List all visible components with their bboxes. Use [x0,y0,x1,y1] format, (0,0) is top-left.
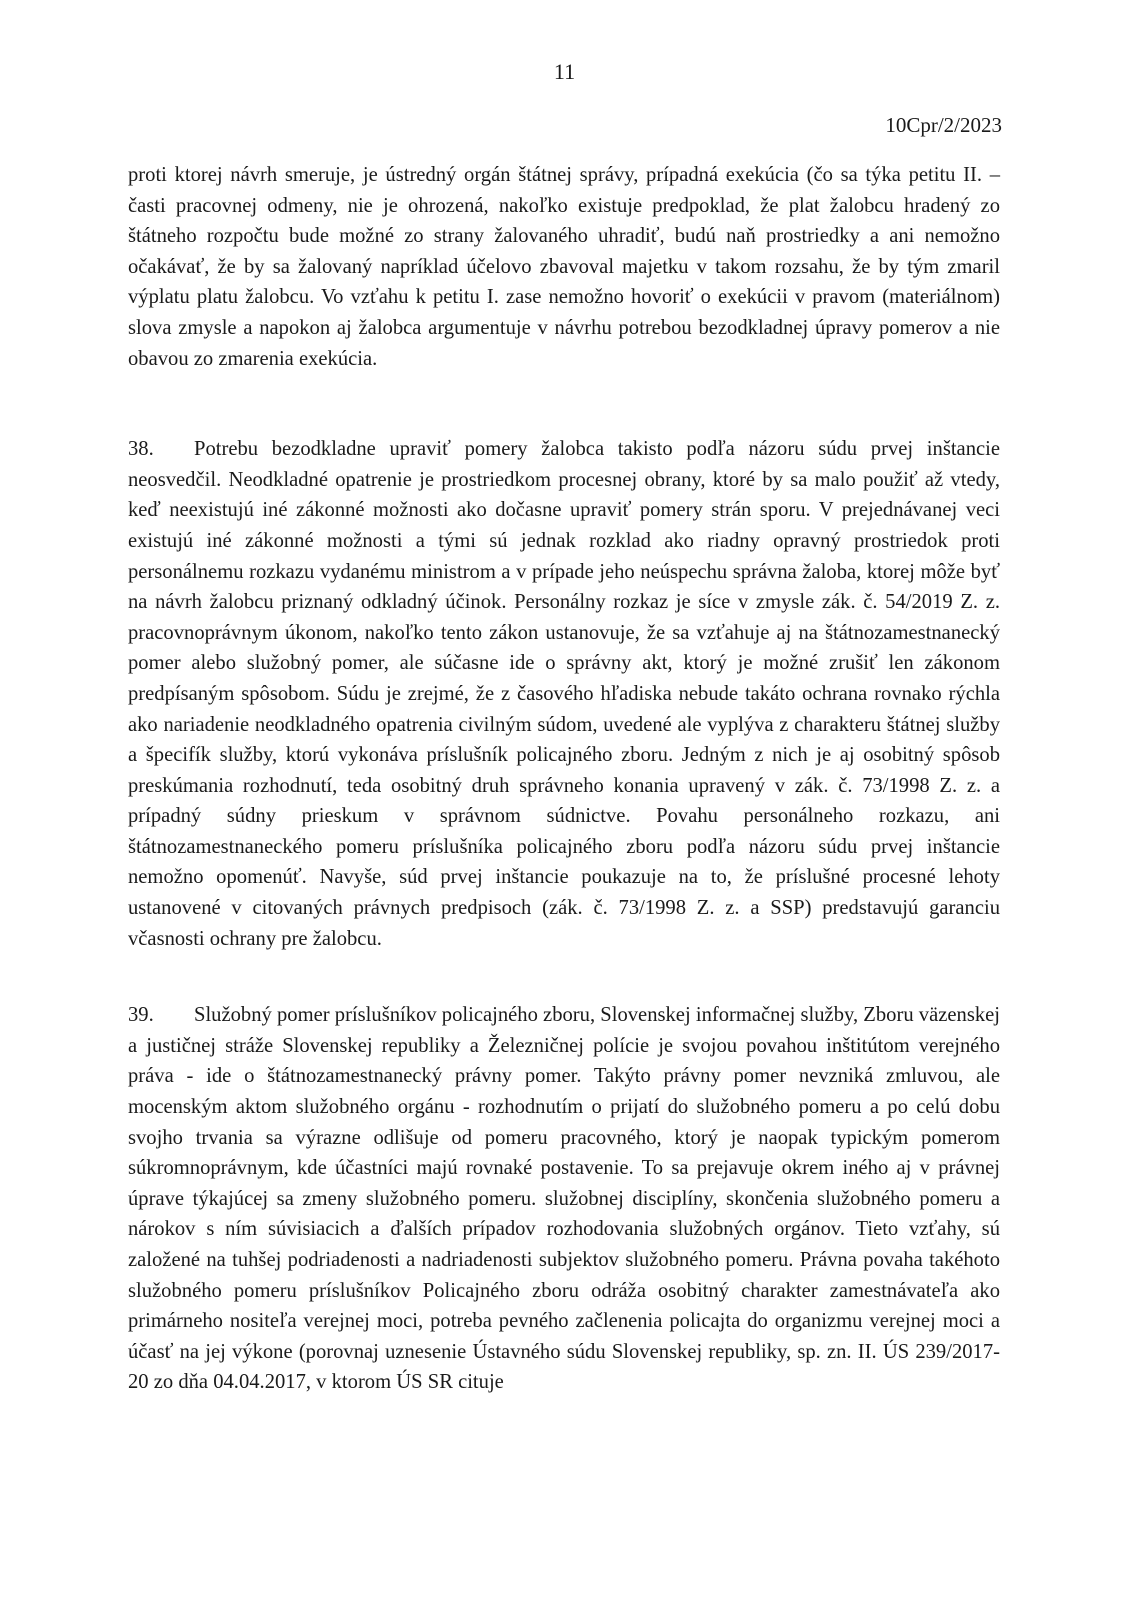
case-number: 10Cpr/2/2023 [885,113,1002,137]
paragraph-continuation [128,160,1000,374]
paragraph-38 [128,434,1000,954]
paragraph-text: Služobný pomer príslušníkov policajného zboru, Slovenskej informačnej služby, Zboru väzenskej a justičnej stráže Slovenskej republiky a Železničnej polície je svojou povahou inštitútom verejného práva - ide o štátnozamestnanecký právny pomer. Takýto právny pomer nevzniká zmluvou, ale mocenským aktom služobného orgánu - rozhodnutím o prijatí do služobného pomeru a po celú dobu svojho trvania sa výrazne odlišuje od pomeru pracovného, ktorý je naopak typickým pomerom súkromnoprávnym, kde účastníci majú rovnaké postavenie. To sa prejavuje okrem iného aj v právnej úprave týkajúcej sa zmeny služobného pomeru. služobnej disciplíny, skončenia služobného pomeru a nárokov s ním súvisiacich a ďalších prípadov rozhodovania služobných orgánov. Tieto vzťahy, sú založené na tuhšej podriadenosti a nadriadenosti subjektov služobného pomeru. Právna povaha takéhoto služobného pomeru príslušníkov Policajného zboru odráža osobitný charakter zamestnávateľa ako primárneho nositeľa verejnej moci, potreba pevného začlenenia policajta do organizmu verejnej moci a účasť na jej výkone (porovnaj uznesenie Ústavného súdu Slovenskej republiky, sp. zn. II. ÚS 239/2017-20 zo dňa 04.04.2017, v ktorom ÚS SR cituje [128,1004,1000,1394]
paragraph-number: 39. [128,1004,154,1027]
paragraph-text: proti ktorej návrh smeruje, je ústredný orgán štátnej správy, prípadná exekúcia (čo sa týka petitu II. – časti pracovnej odmeny, nie je ohrozená, nakoľko existuje predpoklad, že plat žalobcu hradený zo štátneho rozpočtu bude možné zo strany žalovaného uhradiť, budú naň prostriedky a ani nemožno očakávať, že by sa žalovaný napríklad účelovo zbavoval majetku v takom rozsahu, že by tým zmaril výplatu platu žalobcu. Vo vzťahu k petitu I. zase nemožno hovoriť o exekúcii v pravom (materiálnom) slova zmysle a napokon aj žalobca argumentuje v návrhu potrebou bezodkladnej úpravy pomerov a nie obavou zo zmarenia exekúcia. [128,164,1000,370]
paragraph-text: Potrebu bezodkladne upraviť pomery žalobca takisto podľa názoru súdu prvej inštancie neosvedčil. Neodkladné opatrenie je prostriedkom procesnej obrany, ktoré by sa malo použiť až vtedy, keď neexistujú iné zákonné možnosti ako dočasne upraviť pomery strán sporu. V prejednávanej veci existujú iné zákonné možnosti a tými sú jednak rozklad ako riadny opravný prostriedok proti personálnemu rozkazu vydanému ministrom a v prípade jeho neúspechu správna žaloba, ktorej môže byť na návrh žalobcu priznaný odkladný účinok. Personálny rozkaz je síce v zmysle zák. č. 54/2019 Z. z. pracovnoprávnym úkonom, nakoľko tento zákon ustanovuje, že sa vzťahuje aj na štátnozamestnanecký pomer alebo služobný pomer, ale súčasne ide o správny akt, ktorý je možné zrušiť len zákonom predpísaným spôsobom. Súdu je zrejmé, že z časového hľadiska nebude takáto ochrana rovnako rýchla ako nariadenie neodkladného opatrenia civilným súdom, uvedené ale vyplýva z charakteru štátnej služby a špecifík služby, ktorú vykonáva príslušník policajného zboru. Jedným z nich je aj osobitný spôsob preskúmania rozhodnutí, teda osobitný druh správneho konania upravený v zák. č. 73/1998 Z. z. a prípadný súdny prieskum v správnom súdnictve. Povahu personálneho rozkazu, ani štátnozamestnaneckého pomeru príslušníka policajného zboru podľa názoru súdu prvej inštancie nemožno opomenúť. Navyše, súd prvej inštancie poukazuje na to, že príslušné procesné lehoty ustanovené v citovaných právnych predpisoch (zák. č. 73/1998 Z. z. a SSP) predstavujú garanciu včasnosti ochrany pre žalobcu. [128,438,1000,950]
paragraph-number: 38. [128,438,154,461]
document-body [128,160,1000,1398]
paragraph-39 [128,1000,1000,1398]
page-number: 11 [553,59,576,84]
